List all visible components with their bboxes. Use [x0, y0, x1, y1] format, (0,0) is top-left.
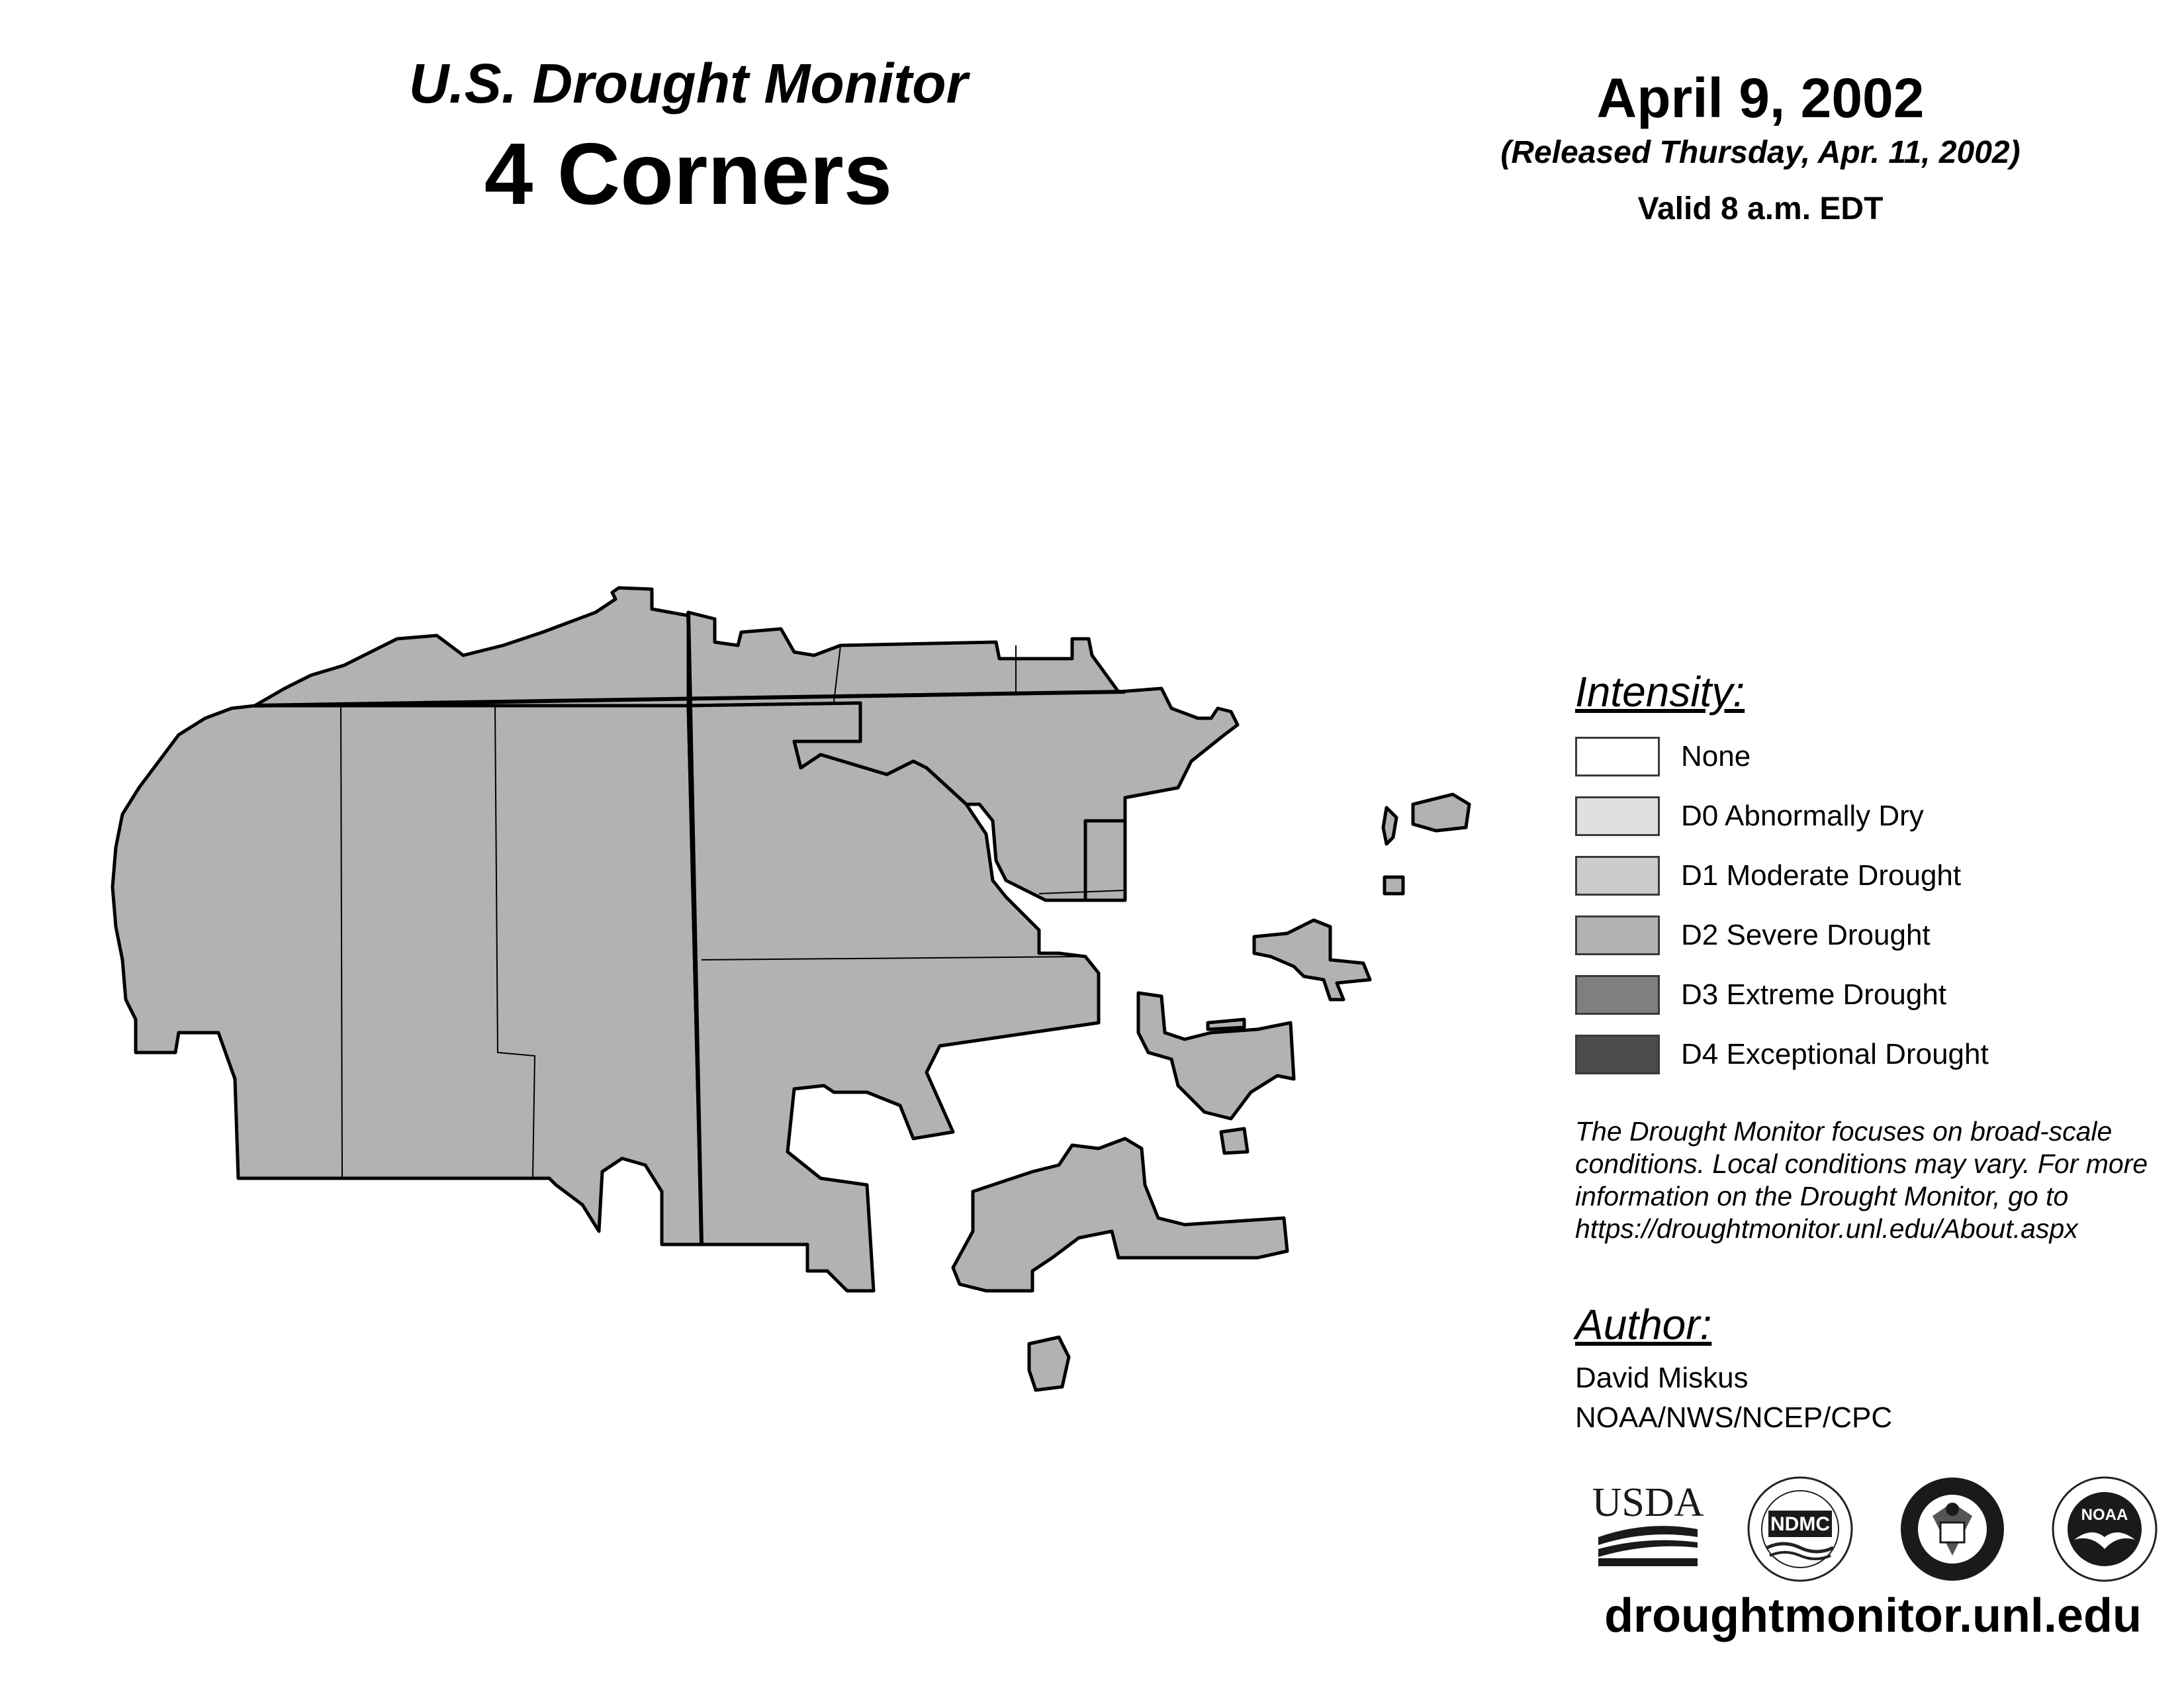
usda-logo[interactable] [1592, 1476, 1704, 1569]
author-block [1575, 1301, 2171, 1438]
legend [1575, 669, 2171, 1084]
region-east-fragment-h [1221, 1129, 1248, 1153]
commerce-seal-logo[interactable] [1899, 1476, 2005, 1582]
region-east-fragment-f [1383, 808, 1396, 844]
ndmc-logo[interactable] [1747, 1476, 1853, 1582]
disclaimer-line: conditions. Local conditions may vary. For more [1575, 1149, 2148, 1179]
legend-swatch [1575, 975, 1660, 1015]
region-east-fragment-c [1029, 1337, 1069, 1390]
region-east-fragment-a [1138, 993, 1294, 1119]
legend-swatch [1575, 796, 1660, 836]
region-east-fragment-b [953, 1139, 1287, 1291]
legend-label: D0 Abnormally Dry [1681, 800, 1924, 833]
author-heading: Author: [1575, 1301, 1712, 1348]
legend-item-d2 [1575, 906, 2171, 965]
legend-label: D4 Exceptional Drought [1681, 1038, 1989, 1071]
legend-item-d4 [1575, 1025, 2171, 1084]
region-west-states [113, 588, 702, 1244]
noaa-logo[interactable] [2052, 1476, 2158, 1582]
region-east-fragment-i [1208, 1019, 1244, 1029]
legend-label: D2 Severe Drought [1681, 919, 1931, 952]
legend-item-d0 [1575, 786, 2171, 846]
drought-regions [113, 588, 1469, 1390]
usda-logo-text: USDA [1592, 1480, 1704, 1525]
legend-label: None [1681, 740, 1751, 773]
legend-label: D1 Moderate Drought [1681, 859, 1962, 892]
release-date: (Released Thursday, Apr. 11, 2002) [1500, 134, 2021, 170]
site-url-link[interactable]: droughtmonitor.unl.edu [1604, 1589, 2142, 1642]
legend-label: D3 Extreme Drought [1681, 978, 1947, 1011]
legend-swatch [1575, 856, 1660, 896]
map-date: April 9, 2002 [1596, 67, 1925, 129]
region-east-fragment-e [1413, 794, 1469, 831]
legend-items [1575, 727, 2171, 1084]
region-east-fragment-g [1385, 877, 1403, 894]
author-org: NOAA/NWS/NCEP/CPC [1575, 1401, 1893, 1434]
legend-item-d3 [1575, 965, 2171, 1025]
legend-swatch [1575, 915, 1660, 955]
region-east-block [1085, 821, 1125, 900]
legend-item-none [1575, 727, 2171, 786]
author-name: David Miskus [1575, 1362, 1749, 1395]
date-block [1430, 66, 2091, 227]
disclaimer-line: information on the Drought Monitor, go to [1575, 1181, 2069, 1211]
noaa-logo-text: NOAA [2081, 1506, 2128, 1524]
legend-swatch [1575, 737, 1660, 776]
disclaimer [1575, 1115, 2171, 1245]
legend-heading: Intensity: [1575, 668, 1745, 716]
product-title: U.S. Drought Monitor [408, 52, 968, 115]
disclaimer-link[interactable]: https://droughtmonitor.unl.edu/About.aspx [1575, 1213, 2078, 1244]
legend-swatch [1575, 1035, 1660, 1074]
region-title: 4 Corners [484, 125, 893, 223]
valid-time: Valid 8 a.m. EDT [1637, 191, 1884, 226]
disclaimer-line: The Drought Monitor focuses on broad-scale [1575, 1116, 2113, 1147]
region-east-fragment-d [1254, 920, 1370, 1000]
ndmc-logo-text: NDMC [1770, 1513, 1830, 1535]
legend-item-d1 [1575, 846, 2171, 906]
